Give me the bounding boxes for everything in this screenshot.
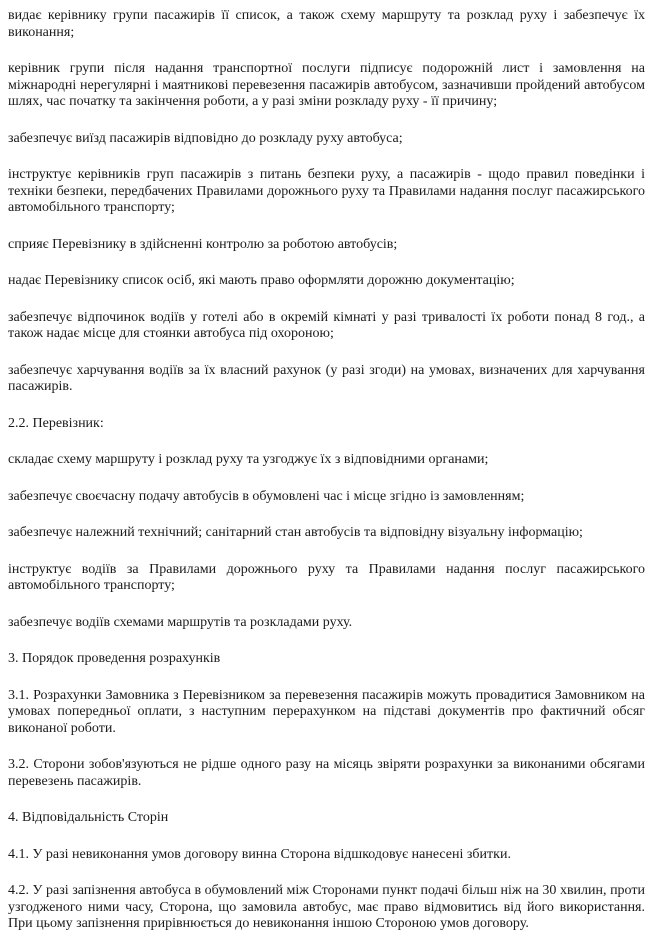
paragraph: видає керівнику групи пасажирів її список, а також схему маршруту та розклад руху і забезпечує їх виконання; (8, 8, 645, 40)
paragraph: керівник групи після надання транспортної послуги підписує подорожній лист і замовлення на міжнародні нерегулярні і маятникові перевезення пасажирів автобусом, зазначивши пройдений автобусом шлях, час початку та закінчення роботи, а у разі зміни розкладу руху - її причину; (8, 61, 645, 109)
section-heading: 4. Відповідальність Сторін (8, 810, 169, 825)
paragraph: забезпечує водіїв схемами маршрутів та розкладами руху. (8, 614, 353, 630)
section-heading: 3. Порядок проведення розрахунків (8, 651, 221, 666)
paragraph: 4.2. У разі запізнення автобуса в обумовлений між Сторонами пункт подачі більш ніж на 30 хвилин, проти узгодженого ними часу, Сторона, що замовила автобус, має право відмовитись від його використання. При цьому запізнення прирівнюється до невиконання іншою Стороною умов договору. (8, 883, 645, 931)
clause-heading: 2.2. Перевізник: (8, 415, 104, 431)
paragraph: забезпечує виїзд пасажирів відповідно до розкладу руху автобуса; (8, 130, 403, 146)
paragraph: інструктує керівників груп пасажирів з питань безпеки руху, а пасажирів - щодо правил поведінки і техніки безпеки, передбачених Правилами дорожнього руху та Правилами надання послуг пасажирського автомобільного транспорту; (8, 167, 645, 215)
paragraph: забезпечує належний технічний; санітарний стан автобусів та відповідну візуальну інформацію; (8, 525, 583, 540)
paragraph: забезпечує харчування водіїв за їх власний рахунок (у разі згоди) на умовах, визначених для харчування пасажирів. (8, 362, 645, 394)
paragraph: складає схему маршруту і розклад руху та узгоджує їх з відповідними органами; (8, 452, 489, 467)
paragraph: забезпечує своєчасну подачу автобусів в обумовлені час і місце згідно із замовленням; (8, 488, 525, 504)
paragraph: 3.2. Сторони зобов'язуються не рідше одного разу на місяць звіряти розрахунки за виконаними обсягами перевезень пасажирів. (8, 757, 645, 789)
document-content (8, 8, 645, 933)
paragraph: інструктує водіїв за Правилами дорожнього руху та Правилами надання послуг пасажирського автомобільного транспорту; (8, 561, 645, 593)
paragraph: 3.1. Розрахунки Замовника з Перевізником за перевезення пасажирів можуть провадитися Замовником на умовах попередньої оплати, з наступним перерахунком на підставі документів про фактичний обсяг виконаної роботи. (8, 687, 645, 736)
paragraph: надає Перевізнику список осіб, які мають право оформляти дорожню документацію; (8, 273, 515, 288)
paragraph: сприяє Перевізнику в здійсненні контролю за роботою автобусів; (8, 236, 398, 252)
paragraph: 4.1. У разі невиконання умов договору винна Сторона відшкодовує нанесені збитки. (8, 846, 511, 862)
paragraph: забезпечує відпочинок водіїв у готелі або в окремій кімнаті у разі тривалості їх роботи понад 8 год., а також надає місце для стоянки автобуса під охороною; (8, 309, 645, 341)
